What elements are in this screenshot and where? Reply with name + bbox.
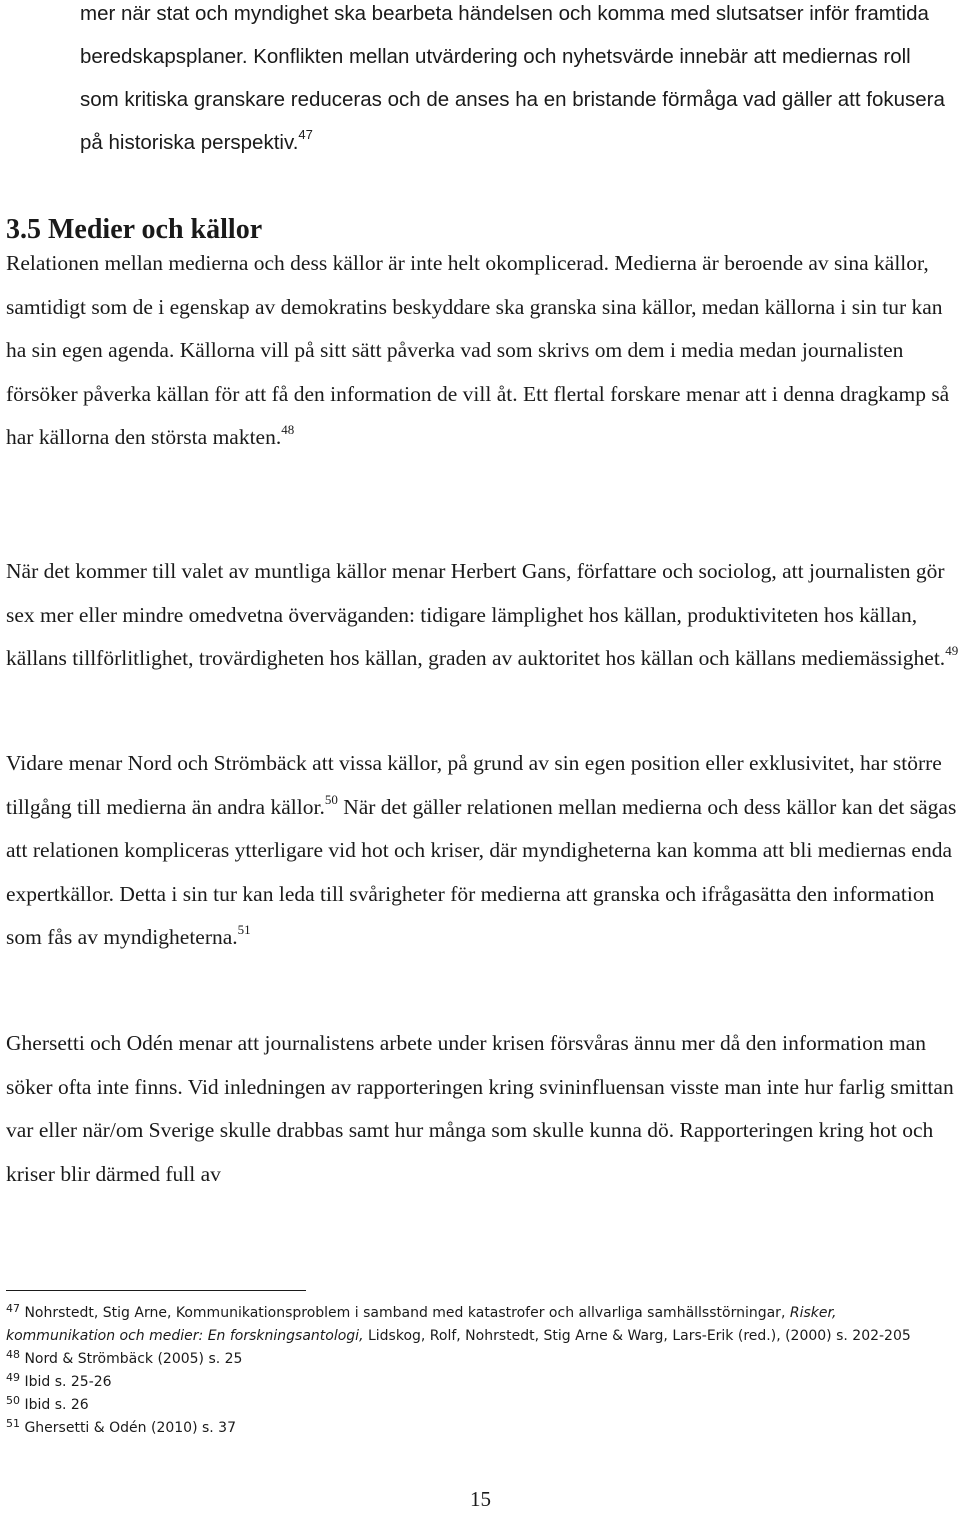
footnote-text: Ibid s. 25-26: [24, 1374, 112, 1390]
body-paragraph: [6, 550, 960, 681]
intro-text: mer när stat och myndighet ska bearbeta händelsen och komma med slutsatser inför framtida beredskapsplaner. Konflikten mellan utvärdering och nyhetsvärde innebär att mediernas roll som kritiska granskare reduceras och de anses ha en bristande förmåga vad gäller att fokusera på historiska perspektiv.: [80, 2, 945, 154]
footnote-50: [6, 1394, 936, 1417]
footnote-51: [6, 1417, 936, 1440]
body-paragraph: [6, 742, 960, 960]
paragraph-text: När det kommer till valet av muntliga källor menar Herbert Gans, författare och sociolog, att journalisten gör sex mer eller mindre omedvetna överväganden: tidigare lämplighet hos källan, produktiviteten hos källan, källans tillförlitlighet, trovärdigheten hos källan, graden av auktoritet hos källan och källans mediemässighet.: [6, 559, 946, 670]
footnote-number: 49: [6, 1371, 20, 1384]
footnote-47: [6, 1302, 936, 1348]
footnote-number: 47: [6, 1302, 20, 1315]
footnote-ref-49[interactable]: 49: [945, 643, 959, 658]
footnote-49: [6, 1371, 936, 1394]
body-paragraph: [6, 1022, 960, 1196]
footnote-text: Lidskog, Rolf, Nohrstedt, Stig Arne & Warg, Lars-Erik (red.), (2000) s. 202-205: [363, 1328, 911, 1344]
footnote-ref-47[interactable]: 47: [298, 127, 313, 142]
footnote-ref-50[interactable]: 50: [324, 791, 338, 807]
footnote-ref-48[interactable]: 48: [281, 422, 295, 437]
footnote-ref-51[interactable]: 51: [237, 922, 251, 937]
paragraph-text: Relationen mellan medierna och dess källor är inte helt okomplicerad. Medierna är beroende av sina källor, samtidigt som de i egenskap av demokratins beskyddare ska granska sina källor, medan källorna i sin tur kan ha sin egen agenda. Källorna vill på sitt sätt påverka vad som skrivs om dem i media medan journalisten försöker påverka källan för att få den information de vill åt. Ett flertal forskare menar att i denna dragkamp så har källorna den största makten.: [6, 251, 950, 449]
paragraph-text: Ghersetti och Odén menar att journalistens arbete under krisen försvåras ännu mer då den information man söker ofta inte finns. Vid inledningen av rapporteringen kring svininfluensan visste man inte hur farlig smittan var eller när/om Sverige skulle drabbas samt hur många som skulle kunna dö. Rapporteringen kring hot och kriser blir därmed full av: [6, 1031, 954, 1186]
footnote-48: [6, 1348, 936, 1371]
paragraph-text: Vidare menar Nord och Strömbäck att vissa källor, på grund av sin egen position eller exklusivitet, har större tillgång till medierna än andra källor.: [6, 751, 942, 819]
footnote-title: Risker, kommunikation och medier: En forskningsantologi,: [6, 1305, 837, 1344]
footnote-number: 48: [6, 1348, 20, 1361]
footnote-separator: [6, 1290, 306, 1291]
footnote-text: Ghersetti & Odén (2010) s. 37: [24, 1420, 236, 1436]
paragraph-text: När det gäller relationen mellan medierna och dess källor kan det sägas att relationen kompliceras ytterligare vid hot och kriser, där myndigheterna kan komma att bli mediernas enda expertkällor. Detta i sin tur kan leda till svårigheter för medierna att granska och ifrågasätta den information som fås av myndigheterna.: [6, 794, 957, 949]
footnote-text: Nord & Strömbäck (2005) s. 25: [24, 1351, 243, 1367]
footnote-number: 51: [6, 1417, 20, 1430]
footnote-number: 50: [6, 1394, 20, 1407]
footnote-text: Nohrstedt, Stig Arne, Kommunikationsproblem i samband med katastrofer och allvarliga samhällsstörningar,: [24, 1305, 790, 1321]
section-heading: 3.5 Medier och källor: [6, 214, 263, 245]
page-number: 15: [470, 1487, 491, 1511]
footnote-text: Ibid s. 26: [24, 1397, 89, 1413]
footnotes: [6, 1302, 936, 1440]
body-paragraph: [6, 242, 960, 460]
intro-paragraph: [80, 0, 955, 164]
